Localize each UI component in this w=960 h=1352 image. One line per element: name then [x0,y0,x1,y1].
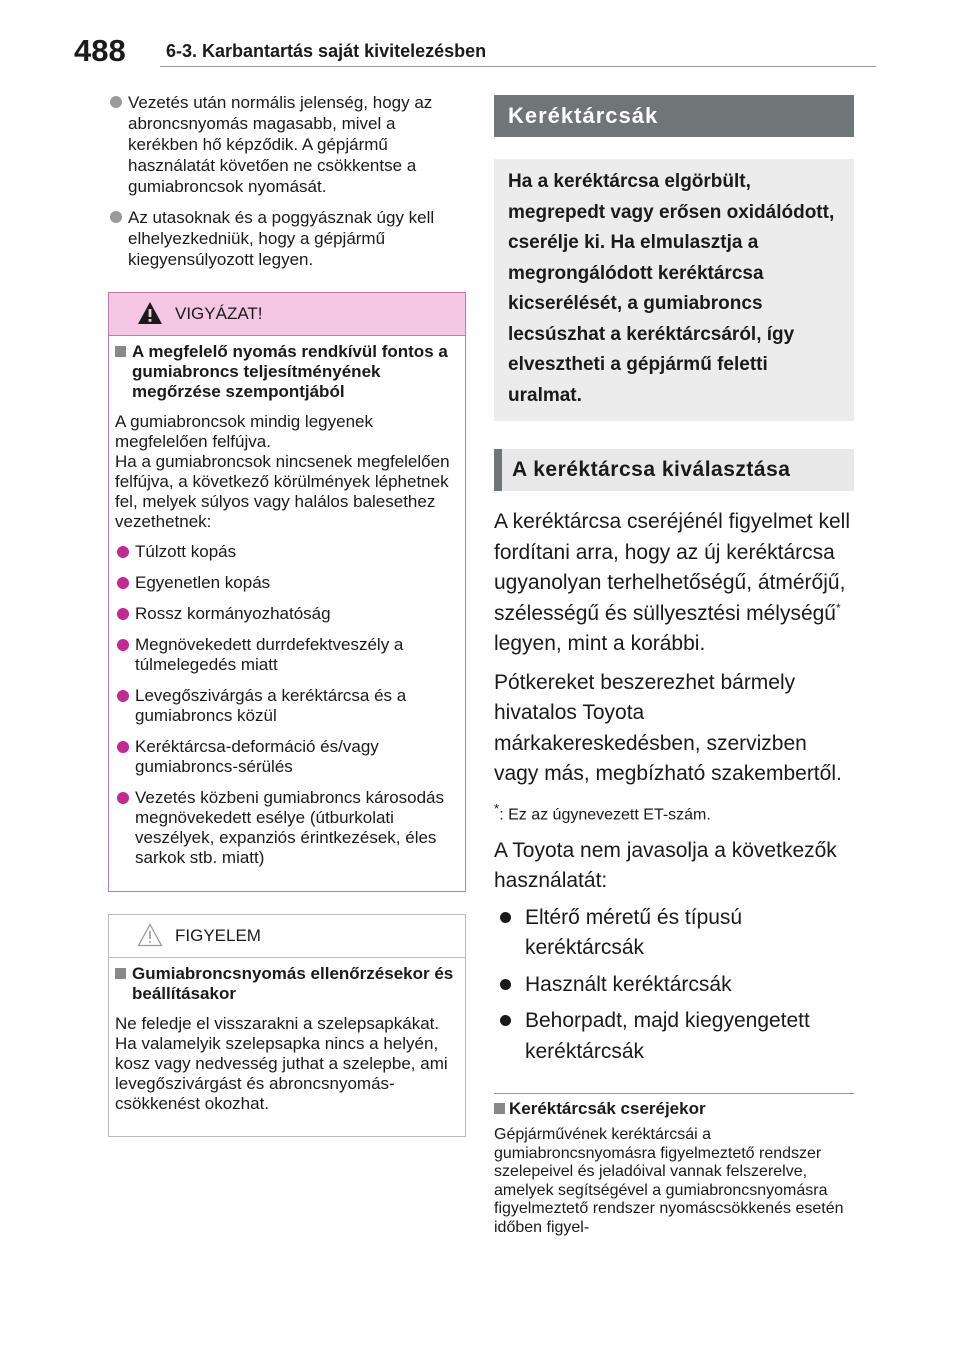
bullet-icon [500,979,511,990]
list-item: Behorpadt, majd kiegyengetett keréktárcsák [494,1006,854,1067]
list-item: Túlzott kopás [115,542,455,562]
list-item: Használt keréktárcsák [494,970,854,1001]
notice-title: FIGYELEM [175,926,261,945]
bullet-icon [117,741,129,753]
notice-heading-text: Gumiabroncsnyomás ellenőrzésekor és beállításakor [132,964,454,1003]
bullet-icon [117,608,129,620]
list-item: Rossz kormányozhatóság [115,604,455,624]
caution-triangle-icon [137,923,163,947]
bullet-icon [117,577,129,589]
notice-paragraph: Ne feledje el visszarakni a szelepsapkákat. Ha valamelyik szelepsapka nincs a helyén, kosz vagy nedvesség juthat a szelepbe, ami levegőszivárgást és abroncsnyomás-csökkenést okozhat. [115,1014,448,1113]
body-paragraph: Pótkereket beszerezhet bármely hivatalos Toyota márkakereskedésben, szervizben vagy más, megbízható szakembertől. [494,670,842,785]
left-column [108,92,466,1137]
list-item-text: Az utasoknak és a poggyásznak úgy kell elhelyezkedniük, hogy a gépjármű kiegyensúlyozott legyen. [128,208,435,269]
bullet-icon [110,211,122,223]
notice-box [108,914,466,1137]
notice-header [109,915,465,958]
list-item: Egyenetlen kopás [115,573,455,593]
warning-title: VIGYÁZAT! [175,304,263,323]
list-item: Vezetés közbeni gumiabroncs károsodás megnövekedett esélye (útburkolati veszélyek, expanziós érintkezések, éles sarkok stb. miatt) [115,788,455,868]
bullet-icon [500,912,511,923]
header-rule [160,66,876,67]
body-paragraph: A Toyota nem javasolja a következők használatát: [494,838,837,893]
notice-body [109,958,465,1136]
page-header [0,0,960,78]
bullet-icon [117,546,129,558]
bullet-icon [110,96,122,108]
list-item-text: Vezetés után normális jelenség, hogy az abroncsnyomás magasabb, mivel a kerékben hő képződik. A gépjármű használatát követően ne csökkentse a gumiabroncsok nyomását. [128,93,433,196]
summary-box: Ha a keréktárcsa elgörbült, megrepedt vagy erősen oxidálódott, cserélje ki. Ha elmulasztja a megrongálódott keréktárcsa kicserélését, a gumiabroncs lecsúszhat a keréktárcsáról, így elvesztheti a gépjármű feletti uralmat. [494,159,854,421]
warning-heading [115,342,455,402]
bullet-icon [500,1015,511,1026]
list-item: Megnövekedett durrdefektveszély a túlmelegedés miatt [115,635,455,675]
warning-triangle-icon [137,301,163,325]
bullet-icon [117,792,129,804]
section-heading-wheels: Keréktárcsák [494,95,854,137]
list-item: Levegőszivárgás a keréktárcsa és a gumiabroncs közül [115,686,455,726]
warning-body [109,336,465,891]
sub-heading-text: Keréktárcsák cseréjekor [509,1099,706,1119]
bullet-icon [117,690,129,702]
sub-heading [494,1098,854,1120]
right-column [494,95,854,1237]
list-item [108,92,466,197]
section-heading-wheel-selection: A keréktárcsa kiválasztása [494,449,854,491]
notice-heading [115,964,455,1004]
warning-header [109,293,465,336]
section-title: 6-3. Karbantartás saját kivitelezésben [166,41,487,61]
list-item: Keréktárcsa-deformáció és/vagy gumiabroncs-sérülés [115,737,455,777]
body-paragraph: A keréktárcsa cseréjénél figyelmet kell fordítani arra, hogy az új keréktárcsa ugyanolyan terhelhetőségű, átmérőjű, szélességű és süllyesztési mélységű* legyen, mint a korábbi. [494,510,850,655]
warning-heading-text: A megfelelő nyomás rendkívül fontos a gumiabroncs teljesítményének megőrzése szempontjából [132,342,448,401]
square-bullet-icon [115,968,126,979]
square-bullet-icon [115,346,126,357]
list-item: Eltérő méretű és típusú keréktárcsák [494,903,854,964]
bullet-icon [117,639,129,651]
footnote: *: Ez az úgynevezett ET-szám. [494,800,711,823]
sub-paragraph: Gépjárművének keréktárcsái a gumiabroncsnyomásra figyelmeztető rendszer szelepeivel és jeladóival vannak felszerelve, amelyek segítségével a gumiabroncsnyomásra figyelmeztető rendszer nyomáscsökkenés esetén időben figyel- [494,1126,844,1236]
warning-paragraph: A gumiabroncsok mindig legyenek megfelelően felfújva. Ha a gumiabroncsok nincsenek megfelelően felfújva, a következő körülmények léphetnek fel, melyek súlyos vagy halálos balesethez vezethetnek: [115,412,450,531]
square-bullet-icon [494,1103,505,1114]
page-number: 488 [74,33,126,68]
warning-box [108,292,466,892]
divider [494,1093,854,1094]
list-item [108,207,466,270]
